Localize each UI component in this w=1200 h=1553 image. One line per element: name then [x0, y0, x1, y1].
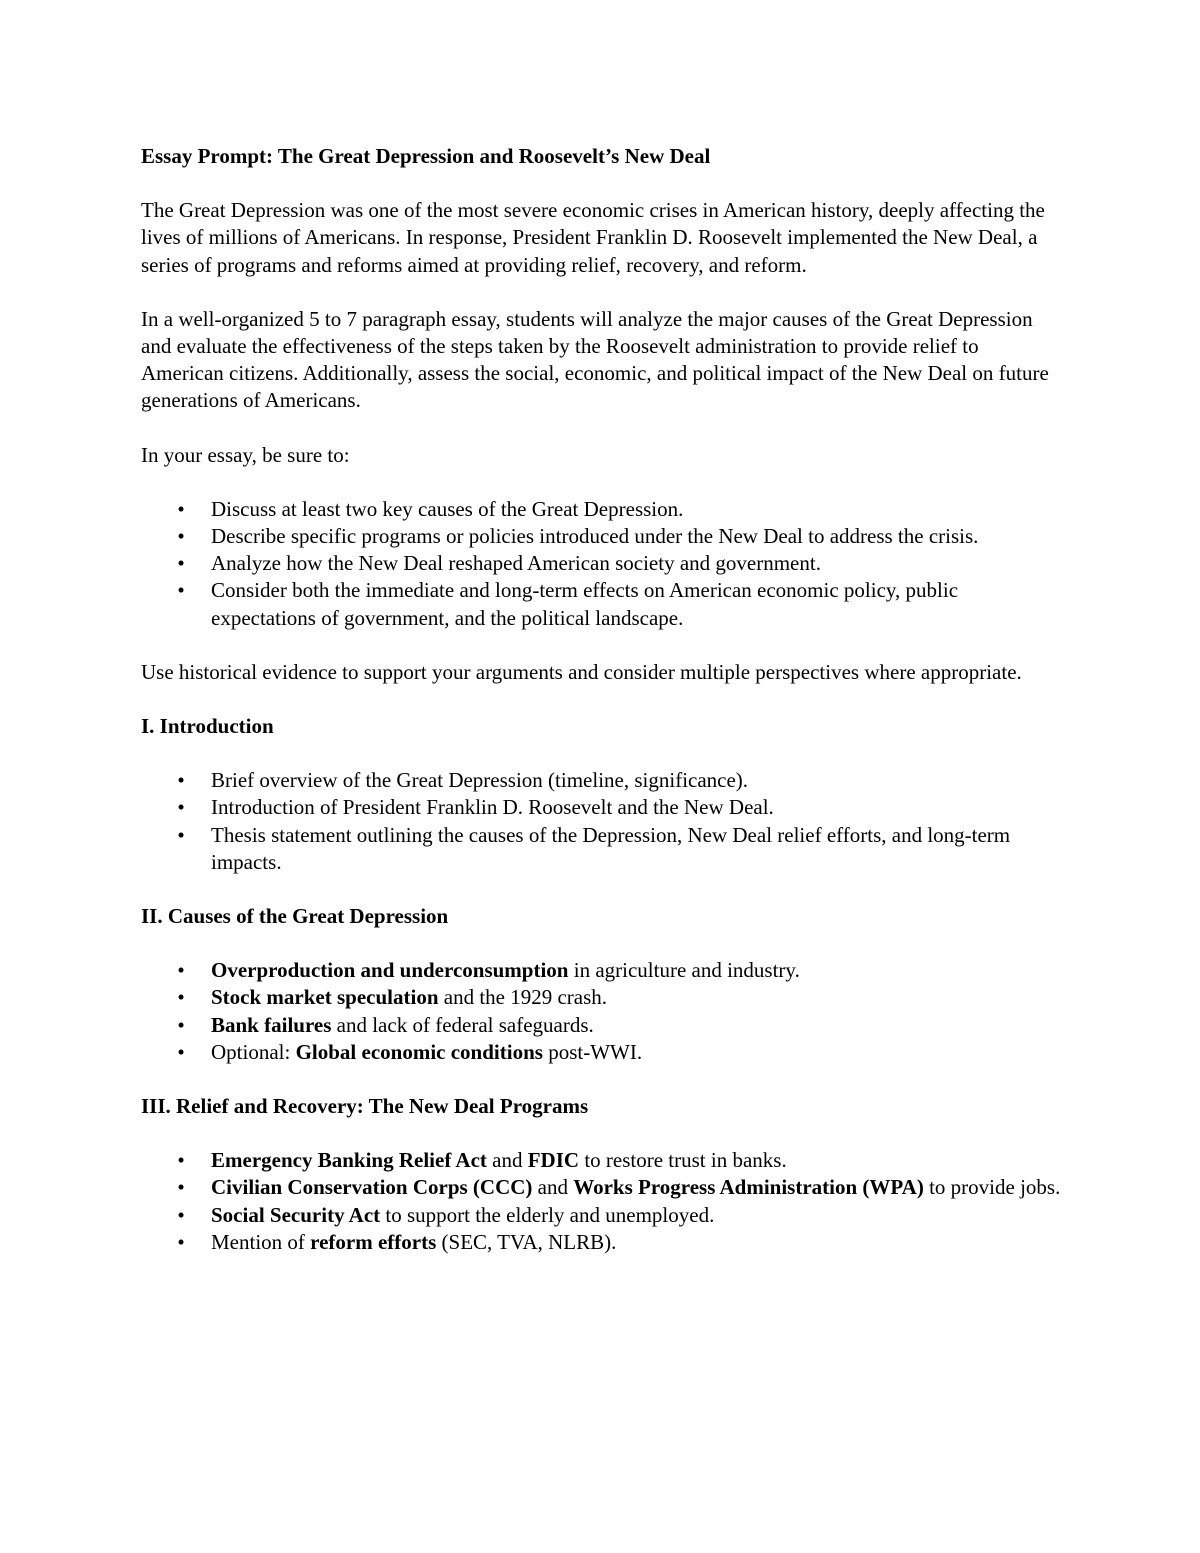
list-item-text: Consider both the immediate and long-term effects on American economic policy, public expectations of government, and the political landscape.: [211, 578, 959, 630]
key-term: Bank failures: [211, 1012, 332, 1037]
document-body: [141, 143, 1061, 1283]
list-item-text: to support the elderly and unemployed.: [380, 1202, 715, 1227]
bullet-icon: •: [177, 1148, 185, 1173]
list-item: [141, 984, 1061, 1011]
bullet-icon: •: [177, 524, 185, 549]
bullet-icon: •: [177, 985, 185, 1010]
bullet-icon: •: [177, 1039, 185, 1064]
list-item-text: Analyze how the New Deal reshaped American society and government.: [211, 551, 821, 576]
bullet-icon: •: [177, 958, 185, 983]
list-item-prefix: Optional:: [211, 1039, 296, 1064]
bullet-icon: •: [177, 822, 185, 847]
list-item-text: Discuss at least two key causes of the Great Depression.: [211, 496, 684, 521]
list-item: [141, 523, 1061, 550]
list-item-text: Introduction of President Franklin D. Roosevelt and the New Deal.: [211, 795, 774, 820]
instructions-lead: In your essay, be sure to:: [141, 442, 350, 467]
key-term: FDIC: [527, 1148, 580, 1173]
document-title: Essay Prompt: The Great Depression and Roosevelt’s New Deal: [141, 144, 711, 168]
intro-paragraph: The Great Depression was one of the most severe economic crises in American history, deeply affecting the lives of millions of Americans. In response, President Franklin D. Roosevelt implemented the New Deal, a series of programs and reforms aimed at providing relief, recovery, and reform.: [141, 198, 1045, 277]
key-term: Global economic conditions: [295, 1039, 543, 1064]
list-item-text: in agriculture and industry.: [568, 958, 800, 983]
list-item-text: Describe specific programs or policies introduced under the New Deal to address the crisis.: [211, 524, 979, 549]
bullet-icon: •: [177, 795, 185, 820]
bullet-icon: •: [177, 1175, 185, 1200]
list-item: [141, 550, 1061, 577]
section-heading-introduction: I. Introduction: [141, 714, 274, 739]
list-item-text: post-WWI.: [542, 1039, 643, 1064]
bullet-icon: •: [177, 1229, 185, 1254]
list-item: [141, 794, 1061, 821]
instructions-list: [141, 496, 1061, 632]
key-term: Social Security Act: [211, 1202, 381, 1227]
list-item: [141, 767, 1061, 794]
list-item-text: and the 1929 crash.: [438, 985, 608, 1010]
list-item: [141, 1012, 1061, 1039]
list-item-text: Thesis statement outlining the causes of the Depression, New Deal relief efforts, and long-term impacts.: [211, 822, 1011, 874]
causes-list: [141, 957, 1061, 1066]
evidence-paragraph: Use historical evidence to support your arguments and consider multiple perspectives where appropriate.: [141, 659, 1022, 684]
list-item: [141, 1229, 1061, 1256]
bullet-icon: •: [177, 496, 185, 521]
list-item-text: to restore trust in banks.: [579, 1148, 787, 1173]
list-item: [141, 957, 1061, 984]
list-item: [141, 1147, 1061, 1174]
bullet-icon: •: [177, 768, 185, 793]
list-item: [141, 1202, 1061, 1229]
list-item-prefix: Mention of: [211, 1229, 311, 1254]
list-item-connector: and: [532, 1175, 574, 1200]
list-item-text: and lack of federal safeguards.: [331, 1012, 594, 1037]
list-item-connector: and: [486, 1148, 528, 1173]
key-term: reform efforts: [310, 1229, 437, 1254]
list-item: [141, 496, 1061, 523]
introduction-list: [141, 767, 1061, 876]
list-item: [141, 822, 1061, 876]
key-term: Overproduction and underconsumption: [211, 958, 569, 983]
list-item: [141, 1039, 1061, 1066]
bullet-icon: •: [177, 578, 185, 603]
section-heading-relief: III. Relief and Recovery: The New Deal Programs: [141, 1094, 589, 1119]
list-item: [141, 577, 1061, 631]
list-item-text: Brief overview of the Great Depression (timeline, significance).: [211, 768, 749, 793]
bullet-icon: •: [177, 551, 185, 576]
key-term: Works Progress Administration (WPA): [573, 1175, 924, 1200]
key-term: Stock market speculation: [211, 985, 439, 1010]
bullet-icon: •: [177, 1012, 185, 1037]
key-term: Civilian Conservation Corps (CCC): [211, 1175, 533, 1200]
section-heading-causes: II. Causes of the Great Depression: [141, 904, 449, 929]
list-item-text: to provide jobs.: [923, 1175, 1061, 1200]
task-paragraph: In a well-organized 5 to 7 paragraph essay, students will analyze the major causes of the Great Depression and evaluate the effectiveness of the steps taken by the Roosevelt administration to provide relief to American citizens. Additionally, assess the social, economic, and political impact of the New Deal on future generations of Americans.: [141, 306, 1049, 413]
relief-list: [141, 1147, 1061, 1256]
key-term: Emergency Banking Relief Act: [211, 1148, 487, 1173]
list-item: [141, 1174, 1061, 1201]
bullet-icon: •: [177, 1202, 185, 1227]
list-item-text: (SEC, TVA, NLRB).: [436, 1229, 617, 1254]
